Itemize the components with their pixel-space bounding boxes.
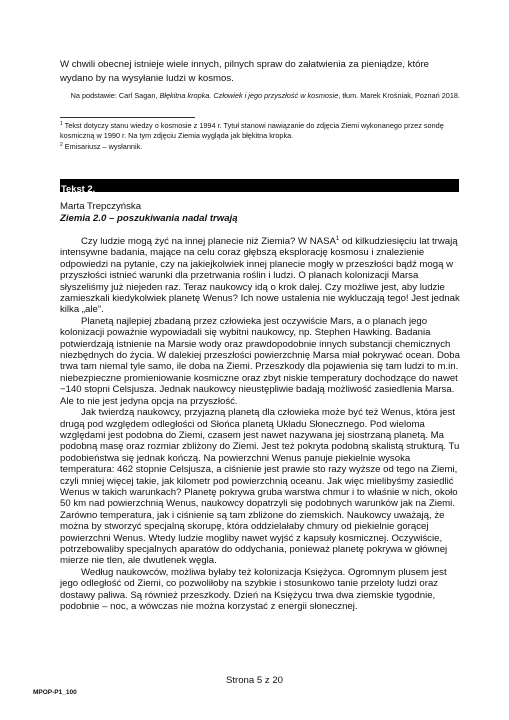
footnote-2 xyxy=(60,142,460,152)
body-paragraph-1 xyxy=(60,236,460,316)
paragraph-text: od kilkudziesięciu lat trwają intensywne badania, mające na celu coraz głębszą eksplorację kosmosu i znalezienie odpowiedzi na pytanie, czy na jakiejkolwiek innej planecie mogły w przeszłości bądź mogą w przyszłości istnieć warunki dla przetrwania roślin i ludzi. O planach kolonizacji Marsa słyszeliśmy już niejeden raz. Teraz naukowcy idą o krok dalej. Czy możliwe jest, aby ludzie zamieszkali kiedykolwiek planetę Wenus? Ich nowe ustalenia nie wykluczają tego! Jest jednak kilka „ale”. xyxy=(60,236,460,316)
intro-paragraph: W chwili obecnej istnieje wiele innych, pilnych spraw do załatwienia za pieniądze, które wydano by na wysyłanie ludzi w kosmos. xyxy=(60,59,430,84)
page-number: Strona 5 z 20 xyxy=(225,675,284,686)
body-paragraph-3: Jak twierdzą naukowcy, przyjazną planetą dla człowieka może być też Wenus, która jest drugą pod względem odległości od Słońca planetą Układu Słonecznego. Pod wieloma względami jest podobna do Ziemi, czasem jest nawet nazywana jej siostrzaną planetą. Ma podobną masę oraz rozmiar zbliżony do Ziemi. Jest też pokryta podobną skalistą strukturą. Tu podobieństwa się jednak kończą. Na powierzchni Wenus panuje piekielnie wysoka temperatura: 462 stopnie Celsjusza, a ciśnienie jest prawie sto razy wyższe od tego na Ziemi, czyli mniej więcej takie, jak kilometr pod powierzchnią oceanu. Jak więc mielibyśmy zasiedlić Wenus w takich warunkach? Planetę pokrywa gruba warstwa chmur i to właśnie w nich, około 50 km nad powierzchnią Wenus, naukowcy dopatrzyli się podobnych warunków jak na Ziemi. Zarówno temperatura, jak i ciśnienie są tam zbliżone do ziemskich. Naukowcy uważają, że można by stworzyć specjalną skorupę, która oddzielałaby chmury od piekielnie gorącej powierzchni Wenus. Wtedy ludzie mogliby nawet wyjść z kapsuły kosmicznej. Oczywiście, potrzebowaliby specjalnych aparatów do oddychania, ponieważ planetę pokrywa w głównej mierze nie tlen, ale dwutlenek węgla. xyxy=(60,407,460,567)
section-banner xyxy=(60,179,459,192)
footnote-ref: 1 xyxy=(335,236,340,242)
section-label: Tekst 2. xyxy=(61,183,96,194)
footnote-text: Emisariusz – wysłannik. xyxy=(62,142,143,151)
source-prefix: Na podstawie: Carl Sagan, xyxy=(70,91,160,100)
footnote-1 xyxy=(60,121,460,141)
body-paragraph-2: Planetą najlepiej zbadaną przez człowieka jest oczywiście Mars, a o planach jego kolonizacji poważnie wypowiadali się wybitni naukowcy, np. Stephen Hawking. Badania potwierdzają istnienie na Marsie wody oraz prawdopodobnie innych substancji chemicznych niezbędnych do życia. W dalekiej przeszłości powierzchnię Marsa miał pokrywać ocean. Doba trwa tam niemal tyle samo, ile doba na Ziemi. Przeszkody dla pojawienia się tam ludzi to m.in. niebezpieczne promieniowanie kosmiczne oraz zbyt niskie temperatury dochodzące do nawet −140 stopni Celsjusza. Jednak naukowcy nieustępliwie badają możliwość zasiedlenia Marsa. Ale to nie jest jedyna opcja na przyszłość. xyxy=(60,315,460,407)
footnote-marker: 1 xyxy=(60,121,63,127)
source-book-title: Błękitna kropka. Człowiek i jego przyszłość w kosmosie xyxy=(159,91,339,100)
article-author: Marta Trepczyńska xyxy=(60,201,142,212)
source-citation xyxy=(60,91,460,102)
article-title: Ziemia 2.0 – poszukiwania nadal trwają xyxy=(60,213,238,224)
footnote-text: Tekst dotyczy stanu wiedzy o kosmosie z 1994 r. Tytuł stanowi nawiązanie do zdjęcia Ziemi wykonanego przez sondę kosmiczną w 1990 r. Na tym zdjęciu Ziemia wygląda jak błękitna kropka. xyxy=(60,121,444,140)
footnote-marker: 2 xyxy=(60,142,63,148)
source-suffix: , tłum. Marek Krośniak, Poznań 2018. xyxy=(338,91,460,100)
exam-code: MPOP-P1_100 xyxy=(33,689,77,696)
paragraph-text: Czy ludzie mogą żyć na innej planecie niż Ziemia? W NASA xyxy=(81,236,336,247)
article-body xyxy=(60,236,460,612)
footnote-divider xyxy=(60,117,195,118)
body-paragraph-4: Według naukowców, możliwa byłaby też kolonizacja Księżyca. Ogromnym plusem jest jego odległość od Ziemi, co pozwoliłoby na szybkie i stosunkowo tanie przeloty ludzi oraz dostawy paliwa. Są również przeszkody. Dzień na Księżycu trwa dwa ziemskie tygodnie, podobnie – noc, a wówczas nie można korzystać z energii słonecznej. xyxy=(60,566,447,612)
